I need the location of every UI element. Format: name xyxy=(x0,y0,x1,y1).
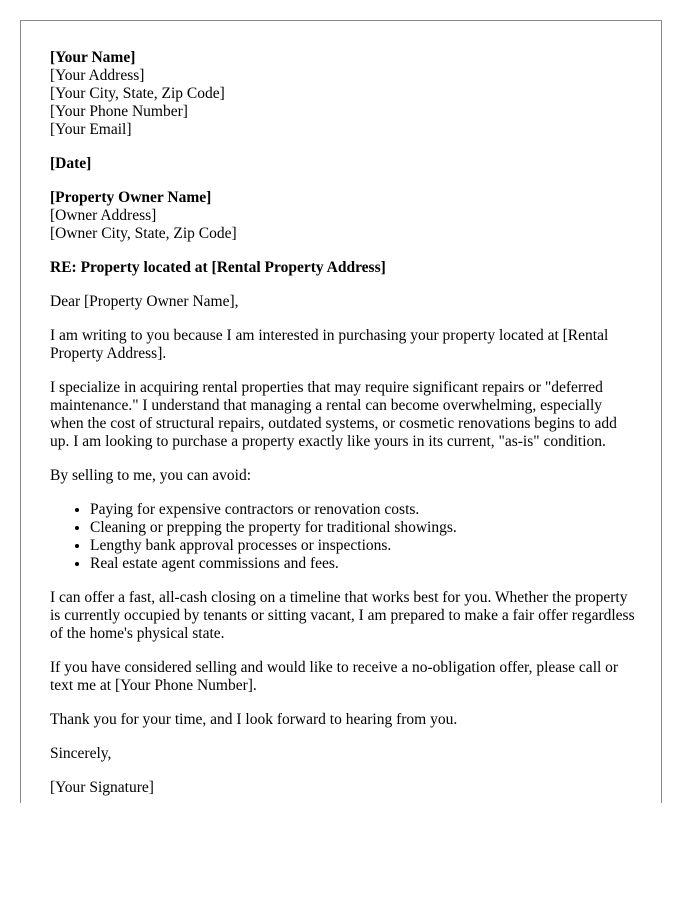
body-paragraph: I can offer a fast, all-cash closing on a timeline that works best for you. Whether the property is currently occupied by tenants or sitting vacant, I am prepared to make a fair offer regardless of the home's physical state. xyxy=(50,589,635,642)
benefits-list xyxy=(50,501,636,573)
list-item: • Cleaning or prepping the property for traditional showings. xyxy=(90,519,636,537)
sender-block xyxy=(50,49,636,139)
recipient-address: [Owner Address] xyxy=(50,207,157,224)
subject-line: RE: Property located at [Rental Property Address] xyxy=(50,259,386,276)
body-paragraph: I am writing to you because I am interested in purchasing your property located at [Rental Property Address]. xyxy=(50,327,609,362)
list-item: • Paying for expensive contractors or renovation costs. xyxy=(90,501,636,519)
sender-phone: [Your Phone Number] xyxy=(50,103,188,120)
body-paragraph: Thank you for your time, and I look forward to hearing from you. xyxy=(50,711,458,728)
sender-name: [Your Name] xyxy=(50,49,136,66)
recipient-name: [Property Owner Name] xyxy=(50,189,212,206)
signature-placeholder: [Your Signature] xyxy=(50,779,154,796)
letter-page xyxy=(20,20,662,803)
date-block xyxy=(50,155,636,173)
letter-date: [Date] xyxy=(50,155,92,172)
body-paragraph: If you have considered selling and would like to receive a no-obligation offer, please call or text me at [Your Phone Number]. xyxy=(50,659,619,694)
salutation: Dear [Property Owner Name], xyxy=(50,293,239,310)
list-item: • Lengthy bank approval processes or inspections. xyxy=(90,537,636,555)
sender-city-state-zip: [Your City, State, Zip Code] xyxy=(50,85,225,102)
list-item: • Real estate agent commissions and fees. xyxy=(90,555,636,573)
body-paragraph: I specialize in acquiring rental properties that may require significant repairs or "deferred maintenance." I understand that managing a rental can become overwhelming, especially when the cost of structural repairs, outdated systems, or cosmetic renovations begins to add up. I am looking to purchase a property exactly like yours in its current, "as-is" condition. xyxy=(50,379,617,450)
recipient-block xyxy=(50,189,636,243)
recipient-city-state-zip: [Owner City, State, Zip Code] xyxy=(50,225,237,242)
letter-content xyxy=(50,49,636,803)
sign-off: Sincerely, xyxy=(50,745,112,762)
sender-address: [Your Address] xyxy=(50,67,145,84)
sender-email: [Your Email] xyxy=(50,121,132,138)
body-paragraph: By selling to me, you can avoid: xyxy=(50,467,252,484)
